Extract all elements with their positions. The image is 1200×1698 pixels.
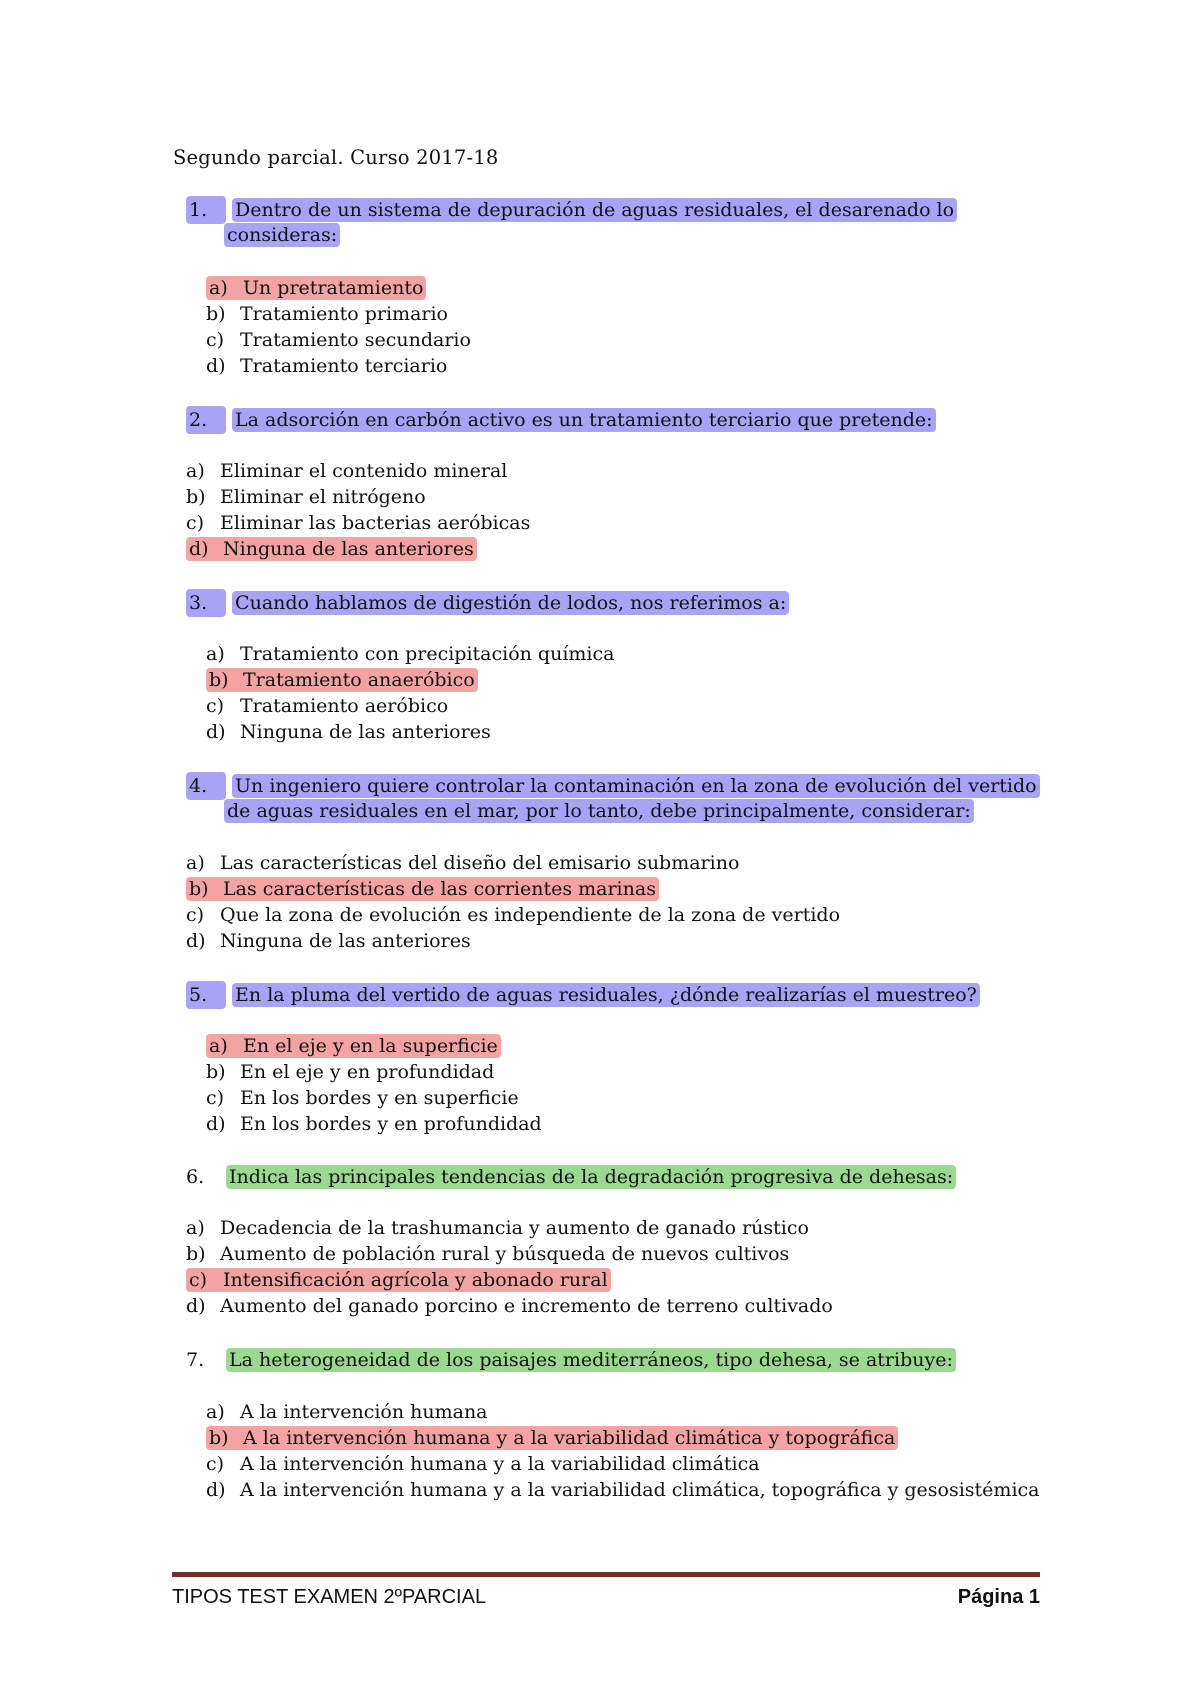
option [206,1111,542,1137]
option [186,1241,789,1267]
option [206,275,426,301]
option-text: En los bordes y en superficie [240,1087,519,1109]
option [206,1399,488,1425]
question-text: En la pluma del vertido de aguas residuales, ¿dónde realizarías el muestreo? [232,983,980,1007]
question-text: Un ingeniero quiere controlar la contaminación en la zona de evolución del vertido [232,774,1040,798]
option-text: Aumento de población rural y búsqueda de nuevos cultivos [220,1243,790,1265]
option [206,327,471,353]
option-text: Decadencia de la trashumancia y aumento de ganado rústico [220,1217,809,1239]
question-number: 4. [186,772,226,800]
question-number: 1. [186,196,226,224]
option [206,1059,494,1085]
option-text: En el eje y en la superficie [243,1035,498,1057]
question-number: 5. [186,981,226,1009]
option [206,641,614,667]
option [186,510,530,536]
option-letter: d) [186,930,206,952]
option [206,353,447,379]
option-letter: a) [209,1035,228,1057]
option [186,928,471,954]
option-letter: a) [186,460,205,482]
question-text: Cuando hablamos de digestión de lodos, nos referimos a: [232,591,789,615]
option [186,484,426,510]
option-letter: c) [206,1087,225,1109]
option-text: A la intervención humana y a la variabilidad climática [240,1453,760,1475]
option-letter: d) [206,1113,226,1135]
option [186,876,659,902]
option [206,1477,1039,1503]
option-letter: c) [206,329,225,351]
option-letter: a) [206,1401,225,1423]
option-letter: b) [189,878,209,900]
footer-title: TIPOS TEST EXAMEN 2ºPARCIAL [172,1586,487,1608]
option [186,536,477,562]
option-text: Tratamiento aeróbico [240,695,449,717]
option [206,301,448,327]
option-text: Intensificación agrícola y abonado rural [223,1269,608,1291]
option-text: Tratamiento terciario [240,355,448,377]
option-letter: a) [186,1217,205,1239]
option-letter: c) [206,695,225,717]
option-letter: c) [186,512,205,534]
option-text: A la intervención humana [240,1401,488,1423]
option-text: Las características del diseño del emisario submarino [220,852,740,874]
question-4 [186,772,1040,824]
option-letter: d) [189,538,209,560]
footer-rule [172,1572,1040,1577]
question-text: de aguas residuales en el mar, por lo tanto, debe principalmente, considerar: [224,799,974,823]
option-text: En los bordes y en profundidad [240,1113,542,1135]
option-text: A la intervención humana y a la variabilidad climática y topográfica [243,1427,896,1449]
question-number: 7. [186,1349,205,1371]
option-letter: d) [206,721,226,743]
option [186,1267,611,1293]
question-6 [186,1164,956,1190]
option [186,1215,809,1241]
question-text: La heterogeneidad de los paisajes mediterráneos, tipo dehesa, se atribuye: [226,1348,956,1372]
option-text: Tratamiento secundario [240,329,471,351]
option-text: Tratamiento primario [240,303,448,325]
option-text: Eliminar el contenido mineral [220,460,508,482]
option-letter: c) [206,1453,225,1475]
option-text: Las características de las corrientes marinas [223,878,656,900]
question-number: 2. [186,406,226,434]
option [206,1033,501,1059]
question-text: La adsorción en carbón activo es un tratamiento terciario que pretende: [232,408,936,432]
option-letter: d) [206,1479,226,1501]
question-5 [186,981,980,1007]
page-title: Segundo parcial. Curso 2017-18 [173,146,499,169]
option-letter: b) [186,486,206,508]
option-letter: b) [206,1061,226,1083]
option-text: A la intervención humana y a la variabilidad climática, topográfica y gesosistémica [240,1479,1040,1501]
question-1 [186,196,957,248]
option-text: Un pretratamiento [243,277,424,299]
option [206,1451,760,1477]
page-number: Página 1 [957,1586,1040,1608]
option-letter: b) [209,1427,229,1449]
option-letter: c) [189,1269,208,1291]
option-letter: a) [209,277,228,299]
option-letter: a) [186,852,205,874]
option-text: Tratamiento con precipitación química [240,643,615,665]
option [186,1293,833,1319]
question-number: 3. [186,589,226,617]
option-letter: b) [206,303,226,325]
option-text: Eliminar las bacterias aeróbicas [220,512,531,534]
option [186,458,507,484]
option [206,1085,519,1111]
question-text: Indica las principales tendencias de la degradación progresiva de dehesas: [226,1165,956,1189]
option [206,693,448,719]
option-text: Ninguna de las anteriores [240,721,491,743]
option-letter: a) [206,643,225,665]
option-letter: d) [186,1295,206,1317]
option-text: En el eje y en profundidad [240,1061,495,1083]
option-text: Eliminar el nitrógeno [220,486,426,508]
option-letter: b) [209,669,229,691]
option [206,1425,898,1451]
question-7 [186,1347,956,1373]
option [186,850,739,876]
question-number: 6. [186,1166,205,1188]
option-text: Ninguna de las anteriores [223,538,474,560]
option [206,667,478,693]
question-text: Dentro de un sistema de depuración de aguas residuales, el desarenado lo [232,198,957,222]
option-letter: b) [186,1243,206,1265]
question-3 [186,589,789,615]
option-text: Tratamiento anaeróbico [243,669,475,691]
question-2 [186,406,936,432]
option-letter: c) [186,904,205,926]
question-text: consideras: [224,223,340,247]
option-text: Ninguna de las anteriores [220,930,471,952]
option [186,902,840,928]
option-letter: d) [206,355,226,377]
option-text: Aumento del ganado porcino e incremento de terreno cultivado [220,1295,833,1317]
option [206,719,491,745]
option-text: Que la zona de evolución es independiente de la zona de vertido [220,904,841,926]
